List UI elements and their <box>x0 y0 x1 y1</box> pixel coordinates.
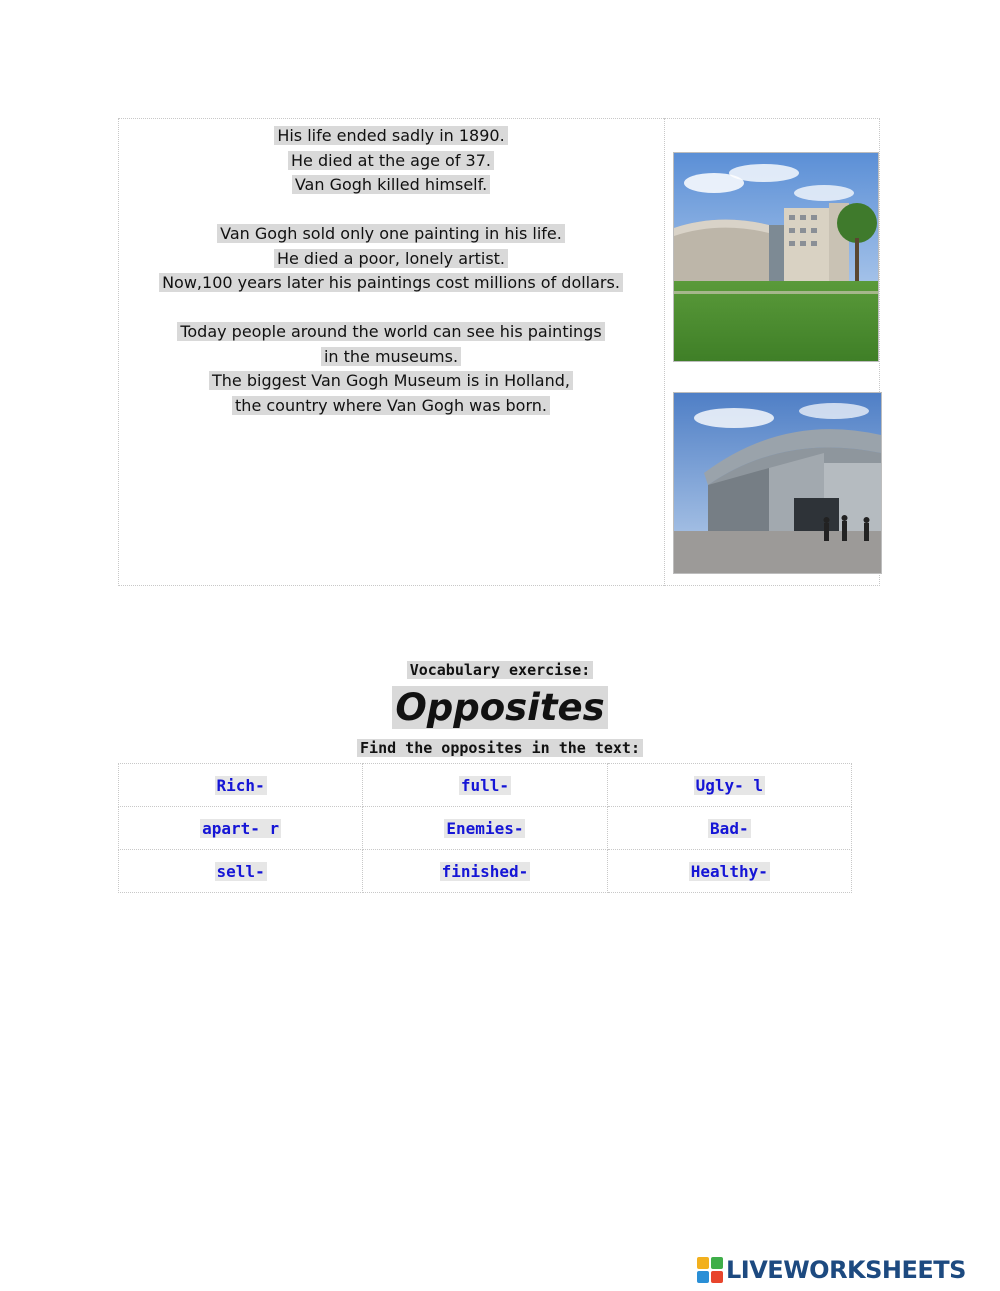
story-line: Today people around the world can see his paintings <box>120 320 662 345</box>
word-cell[interactable]: Bad- <box>607 807 851 850</box>
table-row <box>119 807 852 850</box>
exercise-instruction: Find the opposites in the text: <box>0 739 1000 757</box>
story-text <box>120 124 662 418</box>
word-cell[interactable]: finished- <box>363 850 607 893</box>
table-row <box>119 764 852 807</box>
story-line: The biggest Van Gogh Museum is in Holland, <box>120 369 662 394</box>
word-cell[interactable]: apart- r <box>119 807 363 850</box>
story-line: His life ended sadly in 1890. <box>120 124 662 149</box>
liveworksheets-logo[interactable]: LIVEWORKSHEETS <box>697 1255 966 1285</box>
word-cell[interactable]: Healthy- <box>607 850 851 893</box>
story-line: the country where Van Gogh was born. <box>120 394 662 419</box>
table-row <box>119 850 852 893</box>
museum-photo-plaza <box>673 392 882 574</box>
word-cell[interactable]: Enemies- <box>363 807 607 850</box>
story-line: Van Gogh killed himself. <box>120 173 662 198</box>
story-line: in the museums. <box>120 345 662 370</box>
word-cell[interactable]: full- <box>363 764 607 807</box>
story-line: He died a poor, lonely artist. <box>120 247 662 272</box>
story-line: He died at the age of 37. <box>120 149 662 174</box>
logo-icon <box>697 1257 723 1283</box>
museum-photo-lawn <box>673 152 879 362</box>
story-box-divider <box>664 118 665 586</box>
word-cell[interactable]: sell- <box>119 850 363 893</box>
word-cell[interactable]: Rich- <box>119 764 363 807</box>
story-line: Now,100 years later his paintings cost millions of dollars. <box>120 271 662 296</box>
story-line: Van Gogh sold only one painting in his life. <box>120 222 662 247</box>
word-cell[interactable]: Ugly- l <box>607 764 851 807</box>
vocabulary-label: Vocabulary exercise: <box>0 661 1000 679</box>
opposites-grid <box>118 763 852 893</box>
exercise-title: Opposites <box>0 684 1000 732</box>
